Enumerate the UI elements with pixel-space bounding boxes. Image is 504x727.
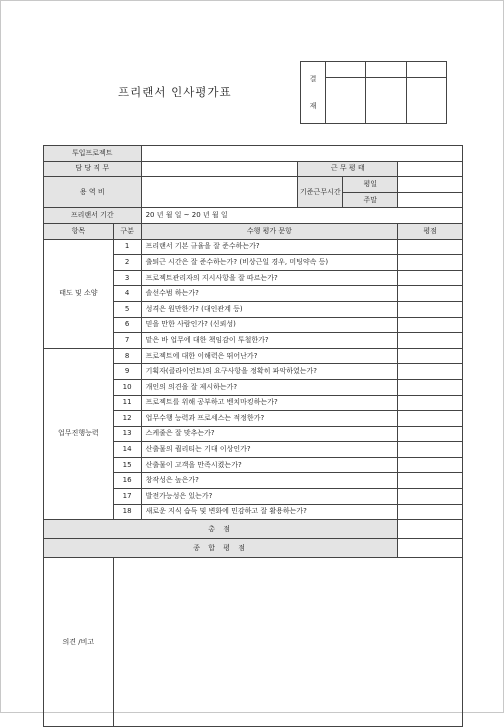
project-field[interactable] — [141, 146, 462, 162]
approval-sign-slot[interactable] — [406, 78, 446, 124]
item-number: 17 — [113, 489, 141, 505]
item-question: 성격은 원만한가? (대인관계 등) — [141, 301, 398, 317]
item-question: 프리랜서 기본 규율을 잘 준수하는가? — [141, 239, 398, 255]
item-question: 솔선수범 하는가? — [141, 286, 398, 302]
opinion-field[interactable] — [113, 558, 462, 727]
score-field[interactable] — [398, 239, 463, 255]
item-number: 10 — [113, 379, 141, 395]
period-label: 프리랜서 기간 — [44, 208, 142, 224]
approval-box — [300, 61, 447, 124]
project-label: 투입프로젝트 — [44, 146, 142, 162]
item-number: 12 — [113, 411, 141, 427]
item-question: 스케줄은 잘 맞추는가? — [141, 426, 398, 442]
score-field[interactable] — [398, 473, 463, 489]
score-field[interactable] — [398, 411, 463, 427]
score-field[interactable] — [398, 395, 463, 411]
column-header-category: 항목 — [44, 223, 114, 239]
item-number: 6 — [113, 317, 141, 333]
item-question: 기획자(클라이언트)의 요구사항을 정확히 파악하였는가? — [141, 364, 398, 380]
overall-rating-label: 종 합 평 점 — [44, 539, 398, 558]
column-header-score: 평점 — [398, 223, 463, 239]
item-question: 산출물이 고객을 만족시켰는가? — [141, 457, 398, 473]
attendance-label: 근 무 평 태 — [298, 161, 398, 177]
weekday-label: 평일 — [343, 177, 398, 193]
approval-slot-header — [366, 62, 406, 78]
item-question: 업무수행 능력과 프로세스는 적정한가? — [141, 411, 398, 427]
evaluation-form — [43, 145, 463, 727]
item-number: 15 — [113, 457, 141, 473]
item-number: 18 — [113, 504, 141, 520]
approval-slot-header — [406, 62, 446, 78]
item-number: 3 — [113, 270, 141, 286]
approval-sign-slot[interactable] — [366, 78, 406, 124]
item-question: 믿을 만한 사람인가? (신뢰성) — [141, 317, 398, 333]
item-number: 1 — [113, 239, 141, 255]
item-question: 새로운 지식 습득 및 변화에 민감하고 잘 활용하는가? — [141, 504, 398, 520]
item-number: 9 — [113, 364, 141, 380]
group-label-work-ability: 업무진행능력 — [44, 348, 114, 520]
score-field[interactable] — [398, 255, 463, 271]
item-question: 개인의 의견을 잘 제시하는가? — [141, 379, 398, 395]
standard-hours-label: 기준근무시간 — [298, 177, 343, 208]
total-score-label: 총 점 — [44, 520, 398, 539]
score-field[interactable] — [398, 364, 463, 380]
cost-label: 용 역 비 — [44, 177, 142, 208]
document-title: 프리랜서 인사평가표 — [118, 85, 232, 99]
score-field[interactable] — [398, 442, 463, 458]
score-field[interactable] — [398, 379, 463, 395]
opinion-label: 의견 /비고 — [44, 558, 114, 727]
item-number: 11 — [113, 395, 141, 411]
score-field[interactable] — [398, 426, 463, 442]
weekend-field[interactable] — [398, 192, 463, 208]
item-number: 16 — [113, 473, 141, 489]
table-row — [44, 348, 463, 364]
item-question: 창작성은 높은가? — [141, 473, 398, 489]
item-number: 4 — [113, 286, 141, 302]
item-number: 2 — [113, 255, 141, 271]
cost-field[interactable] — [141, 177, 298, 208]
attendance-field[interactable] — [398, 161, 463, 177]
score-field[interactable] — [398, 270, 463, 286]
item-number: 7 — [113, 333, 141, 349]
column-header-number: 구분 — [113, 223, 141, 239]
item-question: 프로젝트에 대한 이해력은 뛰어난가? — [141, 348, 398, 364]
table-row — [44, 239, 463, 255]
item-number: 13 — [113, 426, 141, 442]
item-question: 산출물의 퀄리티는 기대 이상인가? — [141, 442, 398, 458]
group-label-attitude: 태도 및 소양 — [44, 239, 114, 348]
score-field[interactable] — [398, 457, 463, 473]
column-header-question: 수행 평가 문항 — [141, 223, 398, 239]
score-field[interactable] — [398, 348, 463, 364]
overall-rating-field[interactable] — [398, 539, 463, 558]
score-field[interactable] — [398, 286, 463, 302]
position-label: 담 당 직 무 — [44, 161, 142, 177]
total-score-field[interactable] — [398, 520, 463, 539]
position-field[interactable] — [141, 161, 298, 177]
approval-slot-header — [326, 62, 366, 78]
item-question: 맡은 바 업무에 대한 책임감이 투철한가? — [141, 333, 398, 349]
item-question: 프로젝트관리자의 지시사항을 잘 따르는가? — [141, 270, 398, 286]
item-number: 14 — [113, 442, 141, 458]
approval-sign-slot[interactable] — [326, 78, 366, 124]
approval-label: 결 재 — [301, 62, 326, 124]
score-field[interactable] — [398, 504, 463, 520]
item-question: 출퇴근 시간은 잘 준수하는가? (비상근일 경우, 미팅약속 등) — [141, 255, 398, 271]
item-number: 5 — [113, 301, 141, 317]
score-field[interactable] — [398, 333, 463, 349]
item-question: 프로젝트를 위해 공부하고 벤치마킹하는가? — [141, 395, 398, 411]
period-field[interactable]: 20 년 월 일 ~ 20 년 월 일 — [141, 208, 462, 224]
item-number: 8 — [113, 348, 141, 364]
weekend-label: 주말 — [343, 192, 398, 208]
weekday-field[interactable] — [398, 177, 463, 193]
score-field[interactable] — [398, 317, 463, 333]
score-field[interactable] — [398, 489, 463, 505]
score-field[interactable] — [398, 301, 463, 317]
item-question: 발전가능성은 있는가? — [141, 489, 398, 505]
